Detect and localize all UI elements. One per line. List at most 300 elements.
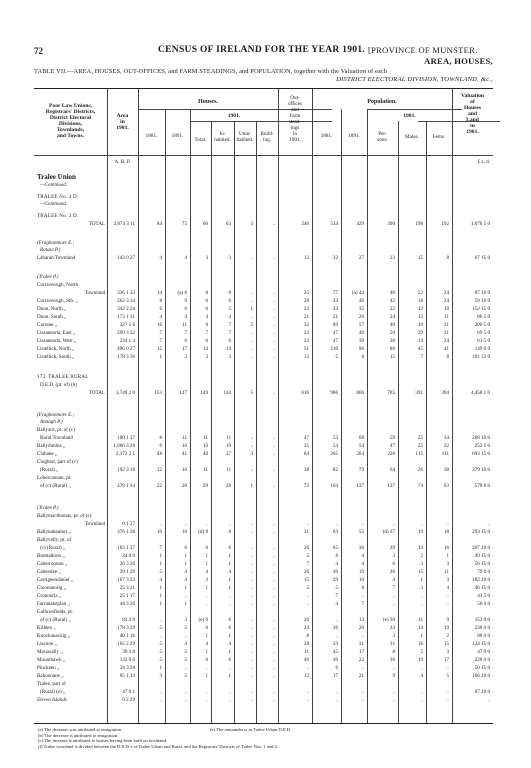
cell-h91: .. — [184, 521, 187, 527]
cell-p91: 54 — [358, 443, 364, 449]
cell-area: 496 0 27 — [117, 346, 135, 352]
page-number: 72 — [34, 46, 43, 56]
cell-bld: .. — [272, 330, 275, 336]
outoffices-header: Out- offices and Farm stead- ings in 1901. — [287, 95, 303, 143]
cell-per: 785 — [387, 390, 395, 396]
cell-per: (e) 30 — [382, 617, 395, 623]
cell-fem: 111 — [441, 451, 449, 457]
cell-val: 153 0 0 — [474, 617, 490, 623]
cell-un: .. — [250, 443, 253, 449]
cell-val: 56 15 0 — [474, 561, 490, 567]
cell-un: 5 — [250, 390, 253, 396]
cell-inh: 5 — [228, 306, 231, 312]
cell-p81: 89 — [332, 322, 338, 328]
table-row — [34, 568, 493, 576]
cell-area: 40 1 16 — [119, 633, 135, 639]
table-row — [34, 458, 493, 466]
table-row — [34, 381, 493, 389]
cell-h81: 16 — [156, 322, 162, 328]
cell-mal: 1 — [420, 577, 423, 583]
row-name: TOTAL — [88, 221, 105, 227]
cell-area: 183 1 37 — [117, 545, 135, 551]
cell-mal: 3 — [420, 585, 423, 591]
cell-un: .. — [250, 330, 253, 336]
area-houses-title: AREA, HOUSES, — [424, 56, 493, 66]
row-name: Caherroonon ,, — [37, 561, 68, 567]
cell-out: 5 — [306, 585, 309, 591]
cell-mal: .. — [420, 697, 423, 703]
row-name: Tralee, part of — [37, 681, 66, 687]
cell-h91: 41 — [181, 451, 187, 457]
row-name: Killeen ,, — [37, 625, 56, 631]
cell-p91: .. — [361, 689, 364, 695]
cell-h81: 7 — [159, 545, 162, 551]
cell-out: 26 — [303, 545, 309, 551]
cell-tot: 1 — [205, 649, 208, 655]
cell-inh: .. — [228, 689, 231, 695]
row-name: Rural Townland — [40, 435, 73, 441]
cell-p91: 35 — [358, 306, 364, 312]
census-table — [34, 88, 493, 724]
cell-out: 38 — [303, 467, 309, 473]
cell-out: 20 — [303, 617, 309, 623]
cell-p91: .. — [361, 665, 364, 671]
cell-inh: 3 — [228, 354, 231, 360]
cell-p81: 47 — [332, 330, 338, 336]
inhabited-header: In- habited. — [214, 131, 231, 143]
cell-tot: 7 — [205, 330, 208, 336]
cell-area: 376 1 38 — [117, 529, 135, 535]
cell-p81: .. — [335, 689, 338, 695]
cell-area: 1,066 3 28 — [113, 443, 135, 449]
cell-area: 173 1 31 — [117, 314, 135, 320]
cell-bld: .. — [272, 657, 275, 663]
cell-bld: .. — [272, 255, 275, 261]
cell-bld: .. — [272, 390, 275, 396]
cell-inh: 1 — [228, 649, 231, 655]
cell-bld: .. — [272, 435, 275, 441]
cell-out: .. — [306, 665, 309, 671]
cell-area: 83 2 9 — [122, 617, 135, 623]
cell-area: 178 3 36 — [117, 354, 135, 360]
cell-tot: 1 — [205, 633, 208, 639]
cell-out: 31 — [303, 529, 309, 535]
cell-tot: 4 — [205, 641, 208, 647]
cell-val: 166 10 0 — [472, 673, 490, 679]
cell-h81: 4 — [159, 577, 162, 583]
cell-bld: .. — [272, 483, 275, 489]
row-name: Cronoorla ,, — [37, 593, 62, 599]
cell-h91: 1 — [184, 585, 187, 591]
cell-area: 2,172 2 1 — [115, 451, 135, 457]
cell-tot: 4 — [205, 569, 208, 575]
row-name: (Tralee P.) — [37, 274, 59, 280]
cell-area: 44 3 26 — [119, 601, 135, 607]
cell-bld: .. — [272, 601, 275, 607]
row-name: Lissanearla, West ,, — [37, 338, 77, 344]
pop-1901-header: 1901. — [403, 113, 416, 119]
cell-bld: .. — [272, 561, 275, 567]
cell-p91: 8 — [361, 354, 364, 360]
cell-p91: .. — [361, 697, 364, 703]
cell-un: .. — [250, 641, 253, 647]
cell-mal: 25 — [417, 443, 423, 449]
cell-mal: 29 — [417, 330, 423, 336]
cell-per: 23 — [389, 255, 395, 261]
row-name: Monavally ,, — [37, 649, 63, 655]
row-name: Ballyvelly, pt. of — [37, 537, 72, 543]
cell-val: 101 13 0 — [472, 354, 490, 360]
cell-area: 209 3 32 — [117, 330, 135, 336]
cell-p81: 30 — [332, 657, 338, 663]
cell-h91: 1 — [184, 553, 187, 559]
table-row — [34, 664, 493, 672]
table-row — [34, 592, 493, 600]
cell-out: .. — [306, 689, 309, 695]
cell-bld: .. — [272, 625, 275, 631]
cell-per: 36 — [389, 657, 395, 663]
cell-per: 3 — [392, 633, 395, 639]
cell-un: .. — [250, 649, 253, 655]
cell-inh: 8 — [228, 529, 231, 535]
cell-area: 192 3 18 — [117, 467, 135, 473]
cell-mal: .. — [420, 593, 423, 599]
cell-inh: 1 — [228, 553, 231, 559]
row-name: Carrigeendaniel ,, — [37, 577, 74, 583]
cell-val: 208 10 0 — [472, 435, 490, 441]
footnote-d: (f) Tralee townland is divided between the D.E.D.'s of Tralee Urban and Rural, and the Registrars' Districts of Tralee Nos. 1 and 2. — [38, 743, 278, 749]
cell-p91: 13 — [358, 617, 364, 623]
cell-fem: 9 — [446, 617, 449, 623]
cell-un: .. — [250, 529, 253, 535]
cell-fem: 11 — [444, 569, 449, 575]
cell-area: 65 1 13 — [119, 673, 135, 679]
cell-h81: 14 — [156, 290, 162, 296]
cell-fem: 3 — [446, 561, 449, 567]
cell-p81: 33 — [332, 641, 338, 647]
cell-inh: 28 — [225, 483, 231, 489]
cell-p81: 54 — [332, 443, 338, 449]
cell-h81: 15 — [156, 346, 162, 352]
cell-out: 21 — [303, 314, 309, 320]
cell-un: .. — [250, 633, 253, 639]
building-header: Build- ing. — [260, 131, 274, 143]
cell-p91: 4 — [361, 561, 364, 567]
cell-inh: 4 — [228, 314, 231, 320]
cell-per: 226 — [387, 451, 395, 457]
cell-val: 79 0 0 — [477, 569, 490, 575]
cell-bld: .. — [272, 641, 275, 647]
cell-fem: 15 — [443, 641, 449, 647]
cell-p81: 63 — [332, 529, 338, 535]
row-name: (Fraghanmore E.; — [37, 240, 75, 246]
table-row — [34, 297, 493, 305]
cell-per: 390 — [387, 221, 395, 227]
cell-area: 165 2 29 — [117, 641, 135, 647]
row-name: Doon, North ,, — [37, 306, 67, 312]
cell-mal: 25 — [417, 435, 423, 441]
footnote-e: (e) The remainder is in Tralee Urban D.E.D. — [210, 727, 292, 732]
cell-out: .. — [306, 593, 309, 599]
cell-tot: 6 — [205, 545, 208, 551]
row-name: Rahoonane ,, — [37, 673, 64, 679]
cell-fem: .. — [446, 665, 449, 671]
cell-out: 22 — [303, 330, 309, 336]
cell-p91: 26 — [358, 314, 364, 320]
cell-mal: .. — [420, 665, 423, 671]
cell-fem: 11 — [444, 314, 449, 320]
cell-val: 88 0 0 — [477, 633, 490, 639]
cell-out: 12 — [303, 673, 309, 679]
cell-out: .. — [306, 601, 309, 607]
cell-bld: .. — [272, 298, 275, 304]
table-row — [34, 329, 493, 337]
cell-out: 5 — [306, 553, 309, 559]
cell-tot: 6 — [205, 298, 208, 304]
valuation-header: Valuation of Houses and Land in 1901. — [460, 93, 485, 135]
cell-mal: .. — [420, 601, 423, 607]
cell-area: 262 3 34 — [117, 298, 135, 304]
houses-header: Houses. — [198, 99, 218, 105]
cell-h91: 3 — [184, 617, 187, 623]
cell-inh: 1 — [228, 561, 231, 567]
row-name: (Fraghanmore E.; — [37, 412, 75, 418]
cell-mal: 13 — [417, 314, 423, 320]
row-name: Pinckeen ,, — [37, 665, 60, 671]
row-name: (Tralee P.) — [37, 505, 59, 511]
cell-h81: 153 — [154, 390, 162, 396]
table-row — [34, 632, 493, 640]
row-name: Annagh P.) — [40, 419, 63, 425]
cell-p91: 57 — [358, 322, 364, 328]
cell-h91: 17 — [181, 346, 187, 352]
cell-tot: 3 — [205, 354, 208, 360]
cell-un: 3 — [250, 451, 253, 457]
cell-out: 20 — [303, 298, 309, 304]
cell-h91: 75 — [181, 221, 187, 227]
row-name: Ratass P.) — [40, 247, 61, 253]
cell-h91: .. — [184, 593, 187, 599]
cell-inh: 8 — [228, 290, 231, 296]
cell-p91: 429 — [356, 221, 364, 227]
cell-per: .. — [392, 697, 395, 703]
cell-h81: 4 — [159, 255, 162, 261]
cell-p81: 5 — [335, 585, 338, 591]
cell-tot: 40 — [202, 451, 208, 457]
cell-p81: 53 — [332, 435, 338, 441]
cell-inh: 6 — [228, 298, 231, 304]
cell-h91: (a) 8 — [177, 290, 187, 296]
cell-val: 46 15 0 — [474, 585, 490, 591]
census-title: CENSUS OF IRELAND FOR THE YEAR 1901. — [158, 45, 366, 55]
cell-inh: 6 — [228, 657, 231, 663]
cell-bld: .. — [272, 221, 275, 227]
cell-bld: .. — [272, 553, 275, 559]
table-row — [34, 616, 493, 624]
cell-mal: 19 — [417, 322, 423, 328]
row-name: Ballyard, pt. of (c) — [37, 427, 75, 433]
cell-per: .. — [392, 665, 395, 671]
cell-h81: 6 — [159, 306, 162, 312]
cell-h81: 8 — [159, 298, 162, 304]
row-name: TRALEE No. 3 D. — [37, 194, 79, 200]
cell-fem: .. — [446, 601, 449, 607]
cell-mal: 4 — [420, 673, 423, 679]
cell-un: .. — [250, 314, 253, 320]
cell-un: .. — [250, 338, 253, 344]
cell-fem: 8 — [446, 255, 449, 261]
cell-h91: 11 — [182, 322, 187, 328]
cell-p81: 77 — [332, 290, 338, 296]
cell-area: 39 1 29 — [119, 569, 135, 575]
cell-bld: .. — [272, 306, 275, 312]
cell-un: .. — [250, 354, 253, 360]
footnote-c: (c) The increase is attributed to houses having been built on townland. — [38, 738, 168, 743]
cell-per: (d) 37 — [382, 529, 395, 535]
cell-mal: 198 — [415, 221, 423, 227]
cell-h81: 84 — [156, 221, 162, 227]
cell-fem: 34 — [443, 435, 449, 441]
cell-fem: 192 — [441, 221, 449, 227]
cell-per: .. — [392, 521, 395, 527]
cell-out: 24 — [303, 625, 309, 631]
cell-val: 124 15 0 — [472, 641, 490, 647]
row-name: (Rural) (e) ,, — [40, 689, 66, 695]
cell-p81: 8 — [335, 553, 338, 559]
cell-out: 13 — [303, 255, 309, 261]
cell-h81: .. — [159, 697, 162, 703]
cell-inh: 6 — [228, 617, 231, 623]
cell-val: 200 5 0 — [474, 322, 490, 328]
row-name: 173. TRALEE RURAL — [37, 374, 89, 380]
table-row — [34, 418, 493, 426]
cell-fem: .. — [446, 689, 449, 695]
cell-per: 3 — [392, 553, 395, 559]
cell-per: 29 — [389, 545, 395, 551]
cell-h81: .. — [159, 617, 162, 623]
cell-p81: 110 — [330, 346, 338, 352]
cell-h81: 4 — [159, 314, 162, 320]
cell-p91: 137 — [356, 483, 364, 489]
table-row — [34, 482, 493, 490]
cell-p91: 17 — [358, 649, 364, 655]
cell-val: 87 10 0 — [474, 290, 490, 296]
cell-h81: 1 — [159, 561, 162, 567]
cell-mal: 26 — [417, 467, 423, 473]
table-row — [34, 640, 493, 648]
cell-tot: 9 — [205, 322, 208, 328]
table-row — [34, 474, 493, 482]
cell-p81: 6 — [335, 665, 338, 671]
persons-header: Per- sons. — [377, 131, 388, 143]
cell-tot: 6 — [205, 306, 208, 312]
cell-inh: 14 — [225, 346, 231, 352]
table-row — [34, 688, 493, 696]
row-name: Clogherr, part of (c) — [37, 459, 78, 465]
cell-p91: (a) 44 — [351, 290, 364, 296]
row-name: —Continued. — [40, 201, 68, 207]
cell-h91: 5 — [184, 657, 187, 663]
cell-per: 42 — [389, 298, 395, 304]
cell-out: 47 — [303, 435, 309, 441]
cell-area: 478 1 34 — [117, 483, 135, 489]
cell-h91: .. — [184, 633, 187, 639]
cell-per: 137 — [387, 483, 395, 489]
cell-tot: .. — [205, 665, 208, 671]
cell-h81: 5 — [159, 649, 162, 655]
cell-fem: 41 — [443, 346, 449, 352]
cell-fem: 21 — [443, 330, 449, 336]
cell-out: 616 — [301, 390, 309, 396]
cell-p81: 32 — [332, 255, 338, 261]
cell-mal: 11 — [418, 617, 423, 623]
table-row — [34, 353, 493, 361]
cell-p91: 866 — [356, 390, 364, 396]
cell-h81: 1 — [159, 585, 162, 591]
uninhabited-header: Unin- habited. — [236, 131, 254, 143]
cell-p81: 5 — [335, 354, 338, 360]
cell-inh: 7 — [228, 322, 231, 328]
cell-p81: .. — [335, 521, 338, 527]
cell-bld: .. — [272, 521, 275, 527]
cell-p91: .. — [361, 633, 364, 639]
cell-bld: .. — [272, 451, 275, 457]
cell-out: 51 — [303, 346, 309, 352]
cell-area: 336 1 33 — [117, 290, 135, 296]
cell-area: 3,749 2 0 — [115, 390, 135, 396]
cell-per: 26 — [389, 569, 395, 575]
cell-area: 327 1 6 — [119, 322, 135, 328]
cell-p81: 36 — [332, 625, 338, 631]
cell-per: 9 — [392, 673, 395, 679]
cell-tot: 14 — [202, 346, 208, 352]
table-row — [34, 289, 493, 297]
cell-out: 15 — [303, 577, 309, 583]
cell-out: 25 — [303, 290, 309, 296]
cell-inh: 1 — [228, 577, 231, 583]
row-name: —Continued. — [40, 182, 68, 188]
cell-bld: .. — [272, 585, 275, 591]
row-name: (Rural) ,, — [40, 467, 59, 473]
cell-out: 7 — [306, 561, 309, 567]
cell-out: 13 — [303, 354, 309, 360]
cell-per: 38 — [389, 338, 395, 344]
cell-mal: .. — [420, 521, 423, 527]
cell-area: 25 3 21 — [119, 585, 135, 591]
cell-p91: 79 — [358, 467, 364, 473]
row-name: Tralee Union — [37, 173, 76, 181]
cell-fem: 1 — [446, 553, 449, 559]
cell-area: 178 3 29 — [117, 625, 135, 631]
cell-p91: 264 — [356, 451, 364, 457]
table-row — [34, 600, 493, 608]
cell-fem: 24 — [443, 298, 449, 304]
cell-p81: 4 — [335, 561, 338, 567]
row-name: Mounthawk ,, — [37, 657, 66, 663]
cell-val: 293 15 0 — [472, 529, 490, 535]
cell-mal: 19 — [417, 657, 423, 663]
cell-h91: .. — [184, 689, 187, 695]
cell-fem: 394 — [441, 390, 449, 396]
cell-inh: 4 — [228, 569, 231, 575]
table-row — [34, 576, 493, 584]
cell-per: 22 — [389, 306, 395, 312]
row-name: Bunttalloon ,, — [37, 553, 65, 559]
cell-inh: .. — [228, 665, 231, 671]
cell-p81: 47 — [332, 338, 338, 344]
cell-h81: 1 — [159, 601, 162, 607]
cell-per: 64 — [389, 467, 395, 473]
